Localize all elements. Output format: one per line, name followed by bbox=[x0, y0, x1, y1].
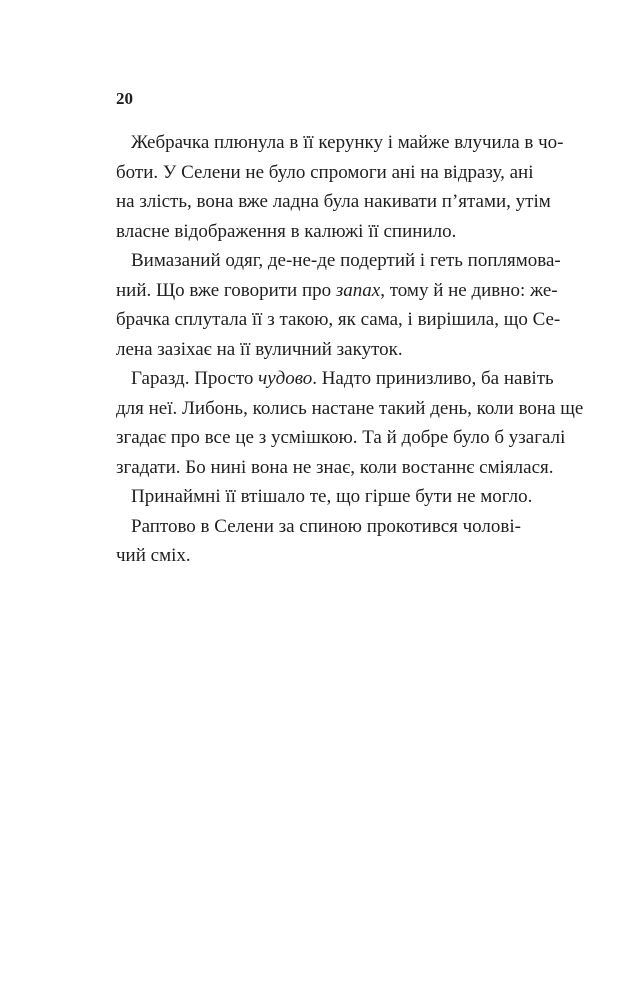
body-text bbox=[116, 128, 584, 571]
text-line bbox=[116, 364, 554, 394]
text-line: чий сміх. bbox=[116, 545, 191, 566]
text-line: брачка сплутала її з такою, як сама, і вирішила, що Се- bbox=[116, 309, 561, 330]
text-segment: Гаразд. Просто bbox=[131, 368, 259, 389]
text-line: на злість, вона вже ладна була накивати п’ятами, утім bbox=[116, 191, 551, 212]
text-line: Жебрачка плюнула в її керунку і майже влучила в чо- bbox=[131, 132, 564, 153]
page-number: 20 bbox=[116, 89, 133, 108]
text-line: лена зазіхає на її вуличний закуток. bbox=[116, 338, 403, 360]
text-line: власне відображення в калюжі її спинило. bbox=[116, 220, 457, 242]
text-line bbox=[116, 276, 558, 306]
text-line: Принаймні її втішало те, що гірше бути не могло. bbox=[131, 486, 533, 507]
text-line: Раптово в Селени за спиною прокотився чолові- bbox=[131, 515, 521, 537]
text-segment: ний. Що вже говорити про bbox=[116, 279, 336, 301]
text-line: згадати. Бо нині вона не знає, коли востаннє сміялася. bbox=[116, 456, 554, 478]
text-segment: . Надто принизливо, ба навіть bbox=[312, 368, 554, 389]
italic-word: чудово bbox=[258, 368, 313, 389]
text-segment: , тому й не дивно: же- bbox=[380, 279, 558, 301]
text-line: боти. У Селени не було спромоги ані на відразу, ані bbox=[116, 161, 534, 183]
italic-word: запах bbox=[335, 279, 381, 301]
text-line: для неї. Либонь, колись настане такий день, коли вона ще bbox=[116, 397, 584, 419]
text-line: згадає про все це з усмішкою. Та й добре було б узагалі bbox=[116, 427, 566, 448]
text-line: Вимазаний одяг, де-не-де подертий і геть поплямова- bbox=[131, 250, 561, 271]
